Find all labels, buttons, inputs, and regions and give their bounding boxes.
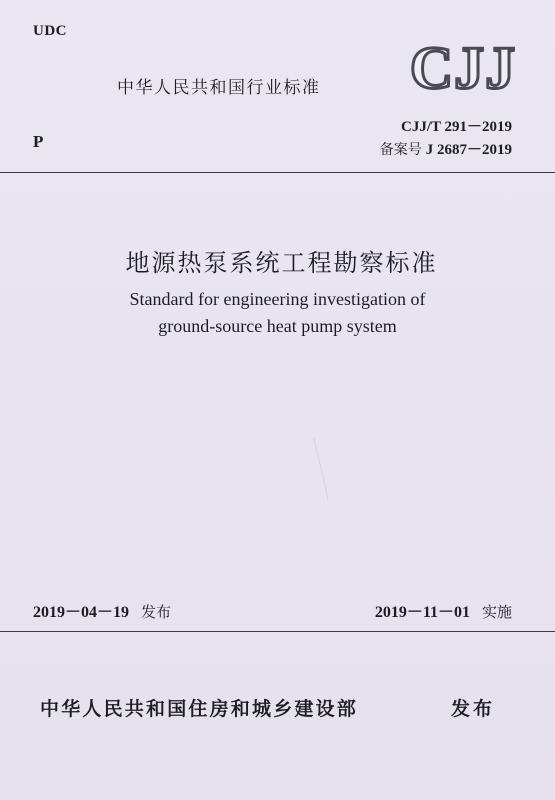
record-number-line	[0, 138, 512, 159]
standard-category-title: 中华人民共和国行业标准	[117, 78, 321, 98]
issue-label: 发布	[141, 603, 172, 621]
cjj-logo-text: CJJ	[410, 38, 516, 98]
udc-label: UDC	[33, 23, 67, 39]
paper-scratch-mark	[300, 430, 340, 510]
implementation-date: 2019－11－01	[374, 604, 470, 621]
title-chinese: 地源热泵系统工程勘察标准	[125, 249, 438, 277]
implementation-date-line	[375, 599, 512, 622]
footer-divider	[0, 631, 555, 632]
title-english-line2: ground-source heat pump system	[158, 316, 397, 336]
record-number: J 2687－2019	[425, 142, 512, 158]
header-divider	[0, 172, 555, 173]
issue-date-line	[33, 599, 171, 622]
implementation-label: 实施	[481, 603, 512, 621]
publisher-name: 中华人民共和国住房和城乡建设部	[40, 698, 359, 720]
issue-date: 2019－04－19	[33, 604, 130, 621]
publish-label: 发布	[450, 698, 495, 720]
title-english-line1: Standard for engineering investigation of	[129, 289, 426, 309]
cjj-logo	[410, 38, 516, 98]
standard-number: CJJ/T 291－2019	[401, 119, 512, 135]
record-label: 备案号	[379, 142, 422, 158]
category-letter: P	[33, 132, 44, 151]
